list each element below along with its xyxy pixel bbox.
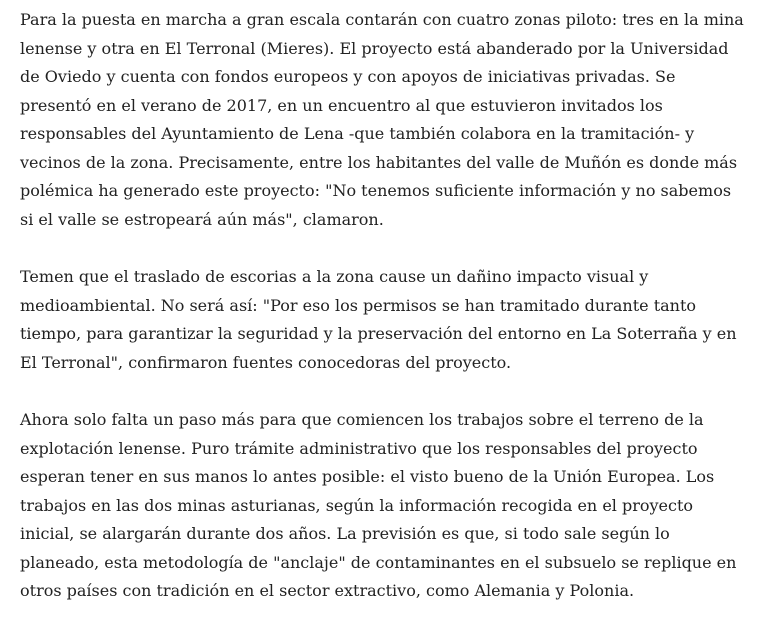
article-paragraph-2: Temen que el traslado de escorias a la zona cause un dañino impacto visual y medioambiental. No será así: "Por eso los permisos se han tramitado durante tanto tiempo, para garantizar la seguridad y la preservación del entorno en La Soterraña y en El Terronal", confirmaron fuentes conocedoras del proyecto.	[20, 267, 737, 372]
article-paragraph-3: Ahora solo falta un paso más para que comiencen los trabajos sobre el terreno de la explotación lenense. Puro trámite administrativo que los responsables del proyecto esperan tener en sus manos lo antes posible: el visto bueno de la Unión Europea. Los trabajos en las dos minas asturianas, según la información recogida en el proyecto inicial, se alargarán durante dos años. La previsión es que, si todo sale según lo planeado, esta metodología de "anclaje" de contaminantes en el subsuelo se replique en otros países con tradición en el sector extractivo, como Alemania y Polonia.	[20, 410, 737, 600]
article-paragraph-1: Para la puesta en marcha a gran escala contarán con cuatro zonas piloto: tres en la mina lenense y otra en El Terronal (Mieres). El proyecto está abanderado por la Universidad de Oviedo y cuenta con fondos europeos y con apoyos de iniciativas privadas. Se presentó en el verano de 2017, en un encuentro al que estuvieron invitados los responsables del Ayuntamiento de Lena -que también colabora en la tramitación- y vecinos de la zona. Precisamente, entre los habitantes del valle de Muñón es donde más polémica ha generado este proyecto: "No tenemos suficiente información y no sabemos si el valle se estropeará aún más", clamaron.	[20, 10, 744, 229]
